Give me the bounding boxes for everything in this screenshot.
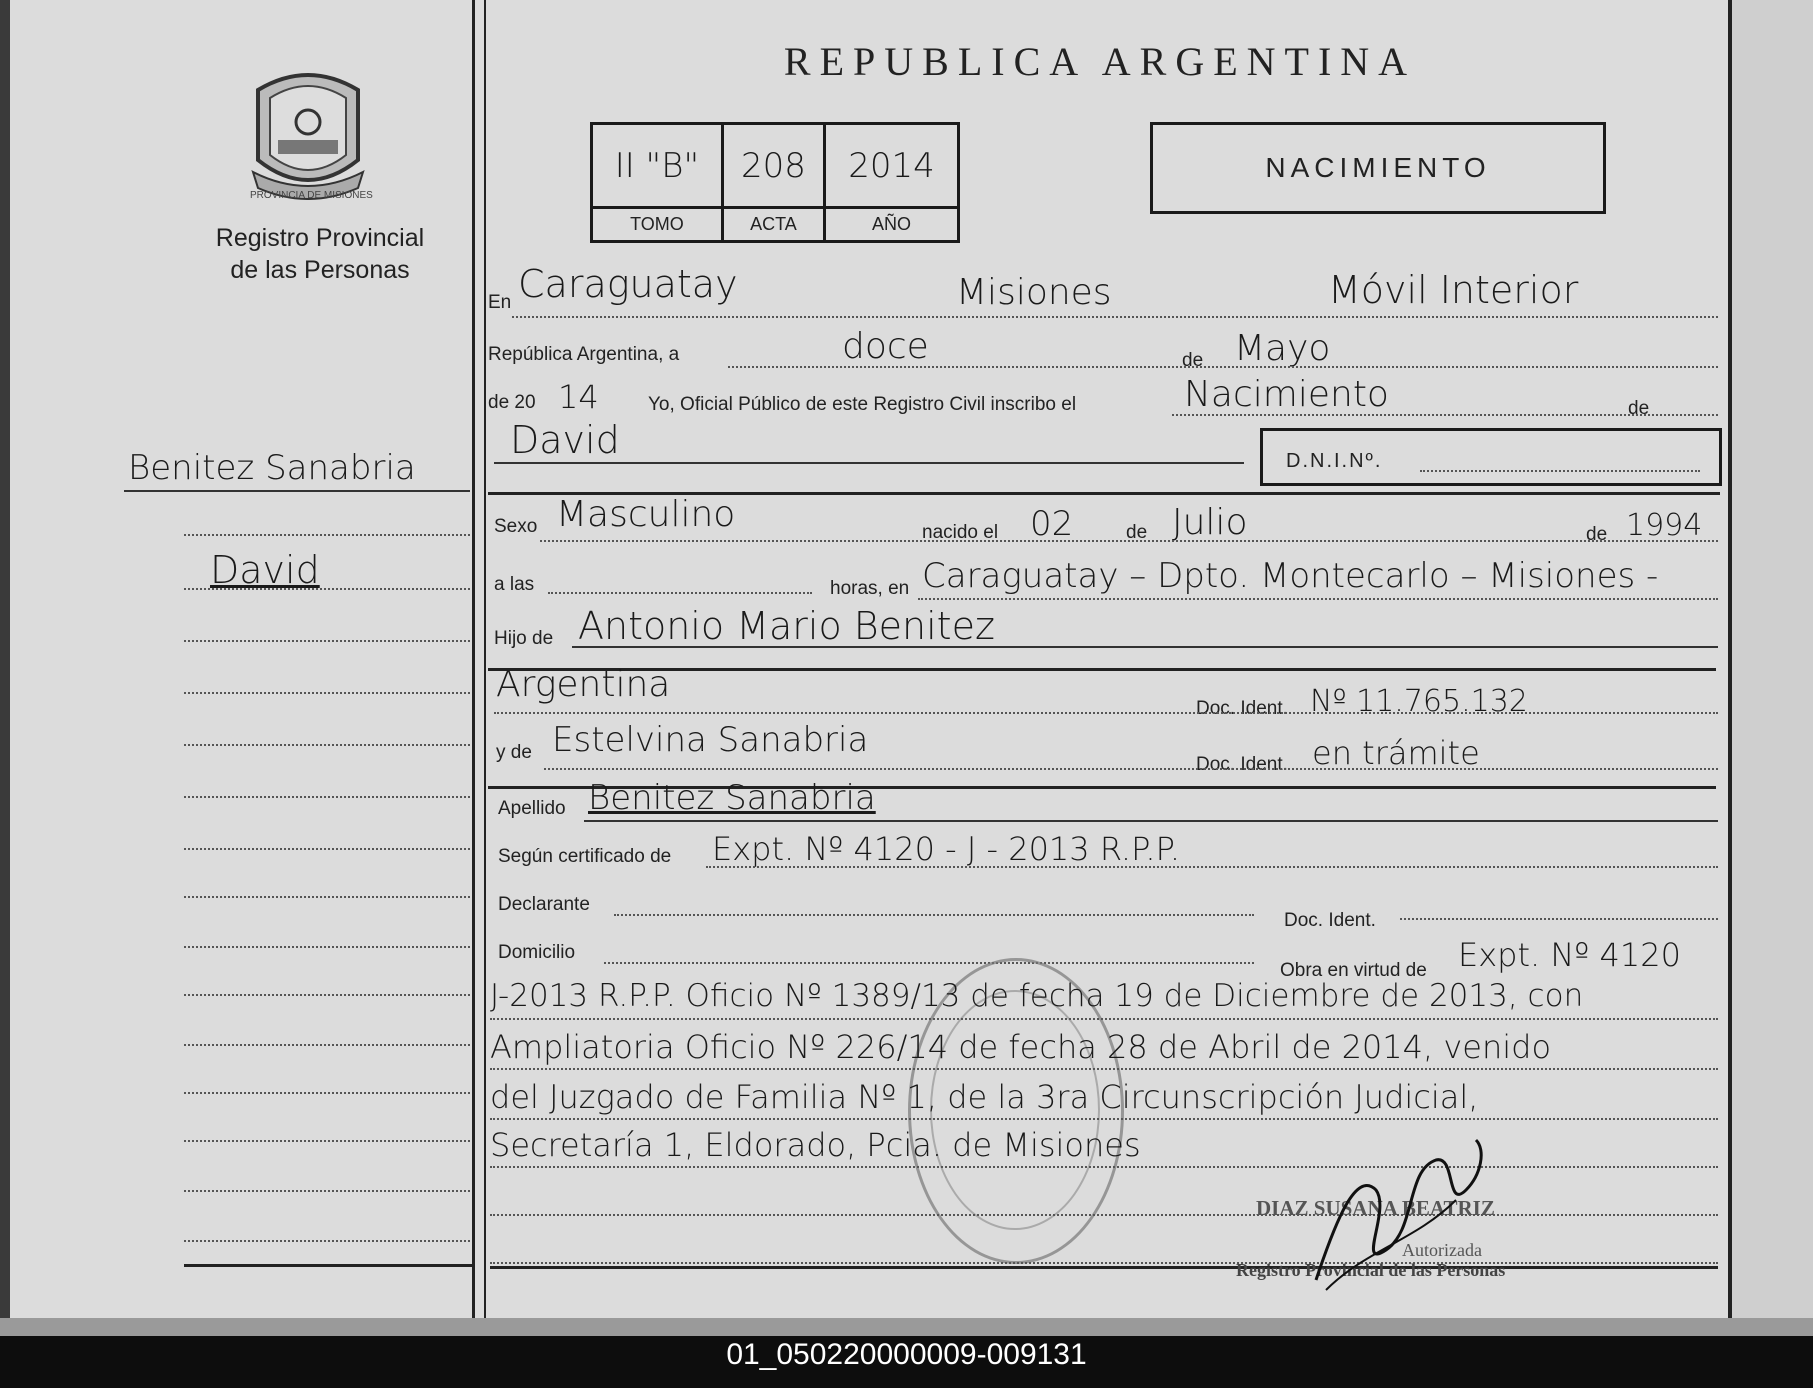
apellido-label: Apellido [498, 798, 566, 819]
sidebar-divider-inner [484, 0, 486, 1318]
margin-line-4 [184, 640, 470, 642]
dni-label: D.N.I.Nº. [1286, 450, 1383, 472]
form-bottom-rule [490, 1266, 1718, 1269]
notes-underline-3 [490, 1118, 1718, 1120]
birth-day-value: 02 [1030, 504, 1074, 544]
anio-value-text: 2014 [848, 145, 935, 186]
obra-value: Expt. Nº 4120 [1458, 936, 1681, 974]
margin-surname: Benitez Sanabria [128, 448, 416, 488]
margin-line-3 [184, 588, 470, 590]
margin-line-2 [184, 534, 470, 536]
anio-value [825, 124, 959, 208]
notes-line-4: Secretaría 1, Eldorado, Pcia. de Misiones [490, 1126, 1141, 1164]
notes-line-1: J-2013 R.P.P. Oficio Nº 1389/13 de fecha 19 de Diciembre de 2013, con [490, 978, 1584, 1014]
anio-label: AÑO [825, 208, 959, 242]
margin-line-14 [184, 1140, 470, 1142]
de-label-2: de [1628, 398, 1650, 419]
margin-line-13 [184, 1092, 470, 1094]
margin-line-1 [124, 490, 470, 492]
province-value: Misiones [956, 272, 1112, 313]
file-id-caption: 01_050220000009-009131 [726, 1338, 1087, 1371]
de-label-1: de [1182, 350, 1204, 371]
line1-underline [512, 316, 1718, 318]
registry-name-line2: de las Personas [230, 256, 410, 284]
line3-underline [1172, 414, 1718, 416]
hijo-label: Hijo de [494, 628, 554, 649]
father-rule [488, 668, 1716, 671]
father-nationality-value: Argentina [496, 664, 671, 705]
margin-line-9 [184, 896, 470, 898]
doc-ident-label-1: Doc. Ident. [1196, 698, 1288, 719]
alas-label: a las [494, 574, 535, 595]
line8-underline [494, 712, 1718, 714]
signatory-institution: Registro Provincial de las Personas [1236, 1260, 1506, 1280]
yo-label: Yo, Oficial Público de este Registro Civil inscribo el [648, 394, 1077, 415]
signatory-role: Autorizada [1402, 1240, 1482, 1260]
declarante-label: Declarante [498, 894, 590, 915]
page-shadow [0, 1318, 1813, 1336]
year-suffix-value: 14 [558, 378, 599, 416]
yde-label: y de [496, 742, 532, 763]
notes-underline-2 [490, 1068, 1718, 1070]
office-value: Móvil Interior [1328, 268, 1579, 312]
line11-underline [706, 866, 1718, 868]
line4-underline [494, 462, 1244, 464]
doc-ident-label-3: Doc. Ident. [1284, 910, 1376, 931]
domicilio-label: Domicilio [498, 942, 576, 963]
sexo-label: Sexo [494, 516, 538, 537]
notes-underline-1 [490, 1018, 1718, 1020]
en-label: En [488, 292, 512, 313]
record-type-box [1150, 122, 1606, 214]
notes-underline-6 [490, 1262, 1718, 1264]
nacido-label: nacido el [922, 522, 999, 543]
province-seal-icon [248, 60, 373, 201]
margin-line-5 [184, 692, 470, 694]
mother-doc-value: en trámite [1312, 734, 1480, 772]
margin-line-16 [184, 1240, 470, 1242]
de20-label: de 20 [488, 392, 536, 413]
dni-underline [1420, 470, 1700, 472]
sexo-value: Masculino [556, 494, 736, 535]
signature-scribble-icon [1296, 1130, 1496, 1300]
margin-line-6 [184, 744, 470, 746]
tomo-value-text: II "B" [614, 145, 700, 186]
margin-name: David [210, 548, 320, 592]
margin-bottom-rule [184, 1264, 472, 1267]
tomo-label: TOMO [592, 208, 723, 242]
certificate-value: Expt. Nº 4120 - J - 2013 R.P.P. [712, 830, 1181, 868]
domicilio-underline [604, 962, 1254, 964]
father-doc-value: Nº 11.765.132 [1310, 684, 1528, 719]
de-label-3: de [1126, 522, 1148, 543]
mother-value: Estelvina Sanabria [552, 720, 869, 760]
line5-underline [540, 540, 1718, 542]
notes-underline-5 [490, 1214, 1718, 1216]
sidebar-divider [472, 0, 475, 1318]
signatory-name: DIAZ SUSANA BEATRIZ [1256, 1196, 1495, 1220]
notes-line-2: Ampliatoria Oficio Nº 226/14 de fecha 28 de Abril de 2014, venido [490, 1028, 1552, 1066]
doc-ident-label-2: Doc. Ident. [1196, 754, 1288, 775]
city-value: Caraguatay [518, 262, 738, 306]
birth-place-value: Caraguatay – Dpto. Montecarlo – Misiones - [922, 556, 1659, 596]
margin-line-7 [184, 796, 470, 798]
child-name-value: David [510, 418, 620, 462]
hour-underline [548, 592, 812, 594]
de-label-4: de [1586, 524, 1608, 545]
line10-underline [584, 820, 1718, 822]
tomo-value [592, 124, 723, 208]
acta-reference-table [590, 122, 960, 243]
page-edge [1728, 0, 1813, 1318]
line7-underline [572, 646, 1718, 648]
country-title: REPUBLICA ARGENTINA [783, 39, 1417, 84]
margin-line-10 [184, 946, 470, 948]
margin-line-15 [184, 1190, 470, 1192]
father-value: Antonio Mario Benitez [578, 604, 995, 648]
registry-name-line1: Registro Provincial [215, 224, 425, 252]
notes-underline-4 [490, 1166, 1718, 1168]
acta-label: ACTA [722, 208, 824, 242]
acta-value [722, 124, 824, 208]
margin-line-12 [184, 1044, 470, 1046]
margin-line-8 [184, 848, 470, 850]
surname-value: Benitez Sanabria [588, 778, 876, 818]
obra-label: Obra en virtud de [1280, 960, 1427, 981]
declarante-doc-underline [1400, 918, 1718, 920]
seal-text: PROVINCIA DE MISIONES [250, 190, 373, 201]
segun-label: Según certificado de [498, 846, 672, 867]
horas-label: horas, en [830, 578, 910, 599]
declarante-underline [614, 914, 1254, 916]
month-value: Mayo [1234, 328, 1331, 369]
day-words-value: doce [842, 326, 929, 367]
margin-line-11 [184, 994, 470, 996]
registered-event-value: Nacimiento [1184, 374, 1389, 415]
notes-line-3: del Juzgado de Familia Nº 1, de la 3ra Circunscripción Judicial, [490, 1078, 1479, 1116]
republica-label: República Argentina, a [488, 344, 680, 365]
line6-underline [918, 598, 1718, 600]
line2-underline [728, 366, 1718, 368]
acta-value-text: 208 [740, 145, 806, 186]
line9-underline [544, 768, 1718, 770]
birth-year-value: 1994 [1626, 508, 1703, 543]
record-type: NACIMIENTO [1265, 152, 1491, 183]
birth-month-value: Julio [1172, 502, 1248, 543]
